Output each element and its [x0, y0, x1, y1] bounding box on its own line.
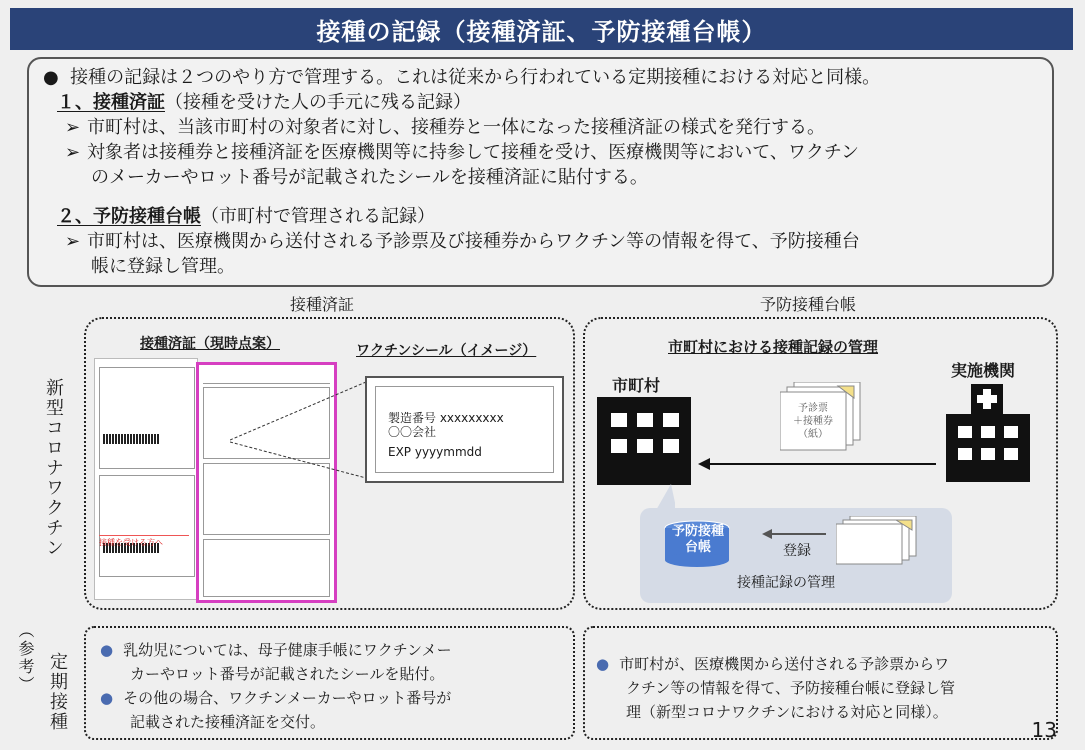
database-label: 予防接種 台帳: [671, 524, 724, 555]
registry-docs-icon: [836, 516, 926, 566]
seal-pointer-lines: [230, 380, 370, 480]
item2-heading: ２、予防接種台帳: [57, 206, 201, 227]
row-label-routine: 定期接種: [47, 652, 68, 732]
item1-point-2-cont: のメーカーやロット番号が記載されたシールを接種済証に貼付する。: [91, 167, 648, 188]
flow-arrow: [698, 455, 940, 475]
registry-title: 市町村における接種記録の管理: [668, 338, 879, 356]
item1-heading-line: [43, 90, 1038, 115]
red-note-section: [99, 535, 189, 590]
paper-docs-label: 予診票 ＋接種券 （紙）: [793, 403, 833, 440]
intro-line: ● 接種の記録は２つのやり方で管理する。これは従来から行われている定期接種における対応と同様。: [43, 67, 881, 88]
item1-note: （接種を受けた人の手元に残る記録）: [165, 92, 471, 113]
municipality-label: 市町村: [612, 376, 661, 395]
cert-form-row-3: [203, 539, 330, 597]
row-label-covid: 新型コロナワクチン: [43, 378, 64, 558]
hospital-icon: [946, 384, 1036, 484]
routine-cert-text: ● 乳幼児については、母子健康手帳にワクチンメー カーやロット番号が記載されたシールを貼付。 ● その他の場合、ワクチンメーカーやロット番号が 記載された接種済証を交付。: [100, 641, 452, 731]
seal-title: ワクチンシール（イメージ）: [356, 343, 537, 359]
vaccine-seal: [365, 376, 564, 483]
cert-title: 接種済証（現時点案）: [140, 336, 280, 352]
register-label: 登録: [783, 543, 811, 559]
facility-label: 実施機関: [951, 361, 1016, 380]
item1-point-2: ➢ 対象者は接種券と接種済証を医療機関等に持参して接種を受け、医療機関等において、ワクチン: [65, 142, 860, 163]
register-arrow: [760, 528, 830, 540]
registry-caption: 接種記録の管理: [737, 575, 835, 591]
seal-line-1: 製造番号 xxxxxxxxx: [388, 411, 504, 425]
red-note: 接種を受ける方へ: [99, 538, 163, 547]
item2-point-1: ➢ 市町村は、医療機関から送付される予診票及び接種券からワクチン等の情報を得て、予防接種台: [65, 231, 860, 252]
row-label-reference: （参考）: [16, 622, 35, 694]
page-title: 接種の記録（接種済証、予防接種台帳）: [10, 8, 1073, 50]
seal-line-3: EXP yyyymmdd: [388, 445, 482, 459]
summary-box: [27, 57, 1054, 287]
item2-note: （市町村で管理される記録）: [201, 206, 435, 227]
municipality-building-icon: [597, 397, 692, 487]
cert-section-top: [99, 367, 195, 469]
cert-form-left: [94, 358, 198, 600]
item2-point-1-cont: 帳に登録し管理。: [91, 256, 235, 277]
intro-text: 接種の記録は２つのやり方で管理する。これは従来から行われている定期接種における対応と同様。: [70, 67, 881, 88]
routine-registry-text: ● 市町村が、医療機関から送付される予診票からワ クチン等の情報を得て、予防接種台帳に登録し管 理（新型コロナワクチンにおける対応と同様）。: [596, 655, 955, 721]
item1-heading: １、接種済証: [57, 92, 165, 113]
page-number: 13: [1031, 718, 1057, 742]
seal-line-2: 〇〇会社: [388, 425, 437, 439]
barcode-icon: [103, 434, 159, 444]
vaccine-seal-inner: [375, 386, 554, 473]
column-label-registry: 予防接種台帳: [760, 295, 857, 314]
item2-heading-line: [43, 204, 1038, 229]
item1-point-1: ➢ 市町村は、当該市町村の対象者に対し、接種券と一体になった接種済証の様式を発行する。: [65, 117, 825, 138]
column-label-cert: 接種済証: [290, 295, 355, 314]
